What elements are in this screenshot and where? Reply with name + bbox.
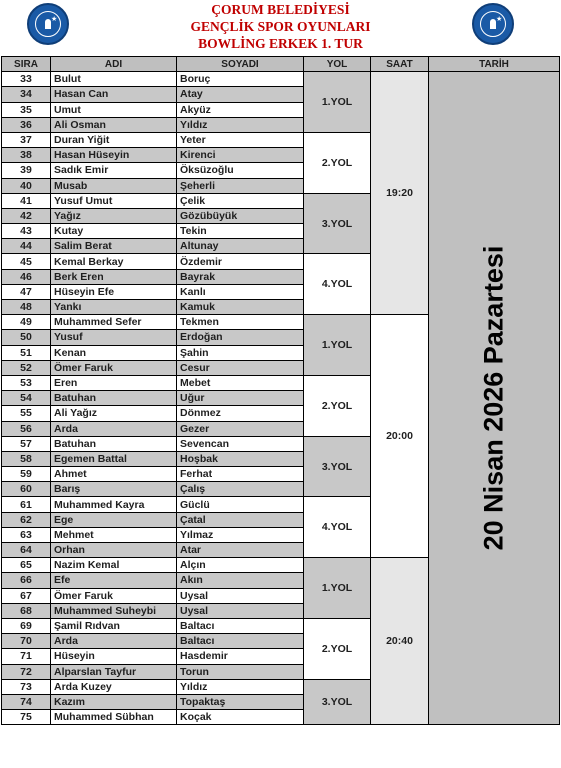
last-name: Altunay	[177, 239, 304, 254]
row-number: 71	[2, 649, 51, 664]
row-number: 73	[2, 679, 51, 694]
first-name: Kazım	[51, 694, 177, 709]
row-number: 35	[2, 102, 51, 117]
schedule-table	[1, 56, 560, 725]
date-text: 20 Nisan 2026 Pazartesi	[478, 245, 509, 551]
row-number: 51	[2, 345, 51, 360]
first-name: Muhammed Sübhan	[51, 710, 177, 725]
first-name: Yusuf	[51, 330, 177, 345]
last-name: Özdemir	[177, 254, 304, 269]
row-number: 66	[2, 573, 51, 588]
first-name: Muhammed Sefer	[51, 315, 177, 330]
last-name: Yılmaz	[177, 527, 304, 542]
row-number: 43	[2, 224, 51, 239]
title-line-3: BOWLİNG ERKEK 1. TUR	[198, 36, 363, 51]
first-name: Kemal Berkay	[51, 254, 177, 269]
row-number: 60	[2, 482, 51, 497]
row-number: 36	[2, 117, 51, 132]
first-name: Kutay	[51, 224, 177, 239]
last-name: Baltacı	[177, 634, 304, 649]
last-name: Atay	[177, 87, 304, 102]
row-number: 33	[2, 72, 51, 87]
row-number: 70	[2, 634, 51, 649]
last-name: Alçın	[177, 558, 304, 573]
last-name: Bayrak	[177, 269, 304, 284]
row-number: 40	[2, 178, 51, 193]
last-name: Gözübüyük	[177, 208, 304, 223]
first-name: Ahmet	[51, 467, 177, 482]
lane-cell: 3.YOL	[304, 436, 371, 497]
first-name: Şamil Rıdvan	[51, 618, 177, 633]
row-number: 65	[2, 558, 51, 573]
row-number: 69	[2, 618, 51, 633]
first-name: Hüseyin Efe	[51, 284, 177, 299]
last-name: Mebet	[177, 375, 304, 390]
row-number: 72	[2, 664, 51, 679]
col-header-sira: SIRA	[2, 57, 51, 72]
row-number: 56	[2, 421, 51, 436]
row-number: 39	[2, 163, 51, 178]
row-number: 57	[2, 436, 51, 451]
first-name: Hasan Hüseyin	[51, 148, 177, 163]
row-number: 68	[2, 603, 51, 618]
row-number: 59	[2, 467, 51, 482]
last-name: Gezer	[177, 421, 304, 436]
last-name: Cesur	[177, 360, 304, 375]
last-name: Topaktaş	[177, 694, 304, 709]
row-number: 47	[2, 284, 51, 299]
last-name: Ferhat	[177, 467, 304, 482]
last-name: Akın	[177, 573, 304, 588]
last-name: Uysal	[177, 603, 304, 618]
first-name: Ali Osman	[51, 117, 177, 132]
last-name: Şeherli	[177, 178, 304, 193]
row-number: 74	[2, 694, 51, 709]
row-number: 38	[2, 148, 51, 163]
row-number: 61	[2, 497, 51, 512]
first-name: Sadık Emir	[51, 163, 177, 178]
row-number: 75	[2, 710, 51, 725]
first-name: Mehmet	[51, 527, 177, 542]
row-number: 50	[2, 330, 51, 345]
row-number: 42	[2, 208, 51, 223]
first-name: Batuhan	[51, 436, 177, 451]
last-name: Akyüz	[177, 102, 304, 117]
first-name: Arda	[51, 421, 177, 436]
last-name: Uysal	[177, 588, 304, 603]
first-name: Ege	[51, 512, 177, 527]
row-number: 41	[2, 193, 51, 208]
lane-cell: 1.YOL	[304, 72, 371, 133]
last-name: Sevencan	[177, 436, 304, 451]
lane-cell: 2.YOL	[304, 618, 371, 679]
row-number: 63	[2, 527, 51, 542]
first-name: Batuhan	[51, 391, 177, 406]
first-name: Ali Yağız	[51, 406, 177, 421]
row-number: 67	[2, 588, 51, 603]
last-name: Dönmez	[177, 406, 304, 421]
col-header-saat: SAAT	[371, 57, 429, 72]
last-name: Güclü	[177, 497, 304, 512]
col-header-soyadi: SOYADI	[177, 57, 304, 72]
municipality-logo-left: ★	[27, 3, 69, 45]
first-name: Egemen Battal	[51, 451, 177, 466]
table-body	[2, 72, 560, 725]
row-number: 45	[2, 254, 51, 269]
last-name: Öksüzoğlu	[177, 163, 304, 178]
row-number: 44	[2, 239, 51, 254]
lane-cell: 2.YOL	[304, 375, 371, 436]
last-name: Hoşbak	[177, 451, 304, 466]
last-name: Yıldız	[177, 679, 304, 694]
last-name: Yıldız	[177, 117, 304, 132]
row-number: 34	[2, 87, 51, 102]
last-name: Tekin	[177, 224, 304, 239]
last-name: Erdoğan	[177, 330, 304, 345]
first-name: Ömer Faruk	[51, 588, 177, 603]
time-cell: 20:40	[371, 558, 429, 725]
row-number: 46	[2, 269, 51, 284]
row-number: 37	[2, 132, 51, 147]
last-name: Baltacı	[177, 618, 304, 633]
last-name: Yeter	[177, 132, 304, 147]
municipality-logo-right: ★	[472, 3, 514, 45]
first-name: Yankı	[51, 300, 177, 315]
first-name: Duran Yiğit	[51, 132, 177, 147]
col-header-tarih: TARİH	[429, 57, 560, 72]
first-name: Nazim Kemal	[51, 558, 177, 573]
last-name: Çelik	[177, 193, 304, 208]
title-line-1: ÇORUM BELEDİYESİ	[211, 2, 350, 17]
first-name: Salim Berat	[51, 239, 177, 254]
first-name: Umut	[51, 102, 177, 117]
lane-cell: 1.YOL	[304, 315, 371, 376]
col-header-adi: ADI	[51, 57, 177, 72]
lane-cell: 1.YOL	[304, 558, 371, 619]
first-name: Bulut	[51, 72, 177, 87]
row-number: 58	[2, 451, 51, 466]
last-name: Kirenci	[177, 148, 304, 163]
col-header-yol: YOL	[304, 57, 371, 72]
last-name: Boruç	[177, 72, 304, 87]
title-line-2: GENÇLİK SPOR OYUNLARI	[190, 19, 371, 34]
lane-cell: 2.YOL	[304, 132, 371, 193]
row-number: 52	[2, 360, 51, 375]
first-name: Yağız	[51, 208, 177, 223]
last-name: Uğur	[177, 391, 304, 406]
row-number: 54	[2, 391, 51, 406]
last-name: Çalış	[177, 482, 304, 497]
last-name: Kanlı	[177, 284, 304, 299]
lane-cell: 4.YOL	[304, 254, 371, 315]
last-name: Torun	[177, 664, 304, 679]
first-name: Ömer Faruk	[51, 360, 177, 375]
row-number: 55	[2, 406, 51, 421]
first-name: Eren	[51, 375, 177, 390]
first-name: Hasan Can	[51, 87, 177, 102]
last-name: Koçak	[177, 710, 304, 725]
table-header-row	[2, 57, 560, 72]
first-name: Efe	[51, 573, 177, 588]
lane-cell: 3.YOL	[304, 193, 371, 254]
date-cell	[429, 72, 560, 725]
row-number: 49	[2, 315, 51, 330]
last-name: Hasdemir	[177, 649, 304, 664]
first-name: Muhammed Suheybi	[51, 603, 177, 618]
row-number: 48	[2, 300, 51, 315]
page-header	[0, 0, 561, 56]
first-name: Yusuf Umut	[51, 193, 177, 208]
first-name: Orhan	[51, 543, 177, 558]
row-number: 64	[2, 543, 51, 558]
first-name: Arda Kuzey	[51, 679, 177, 694]
time-cell: 20:00	[371, 315, 429, 558]
row-number: 62	[2, 512, 51, 527]
table-row	[2, 72, 560, 87]
last-name: Çatal	[177, 512, 304, 527]
first-name: Alparslan Tayfur	[51, 664, 177, 679]
first-name: Kenan	[51, 345, 177, 360]
row-number: 53	[2, 375, 51, 390]
first-name: Arda	[51, 634, 177, 649]
time-cell: 19:20	[371, 72, 429, 315]
last-name: Şahin	[177, 345, 304, 360]
last-name: Atar	[177, 543, 304, 558]
last-name: Kamuk	[177, 300, 304, 315]
lane-cell: 4.YOL	[304, 497, 371, 558]
first-name: Muhammed Kayra	[51, 497, 177, 512]
first-name: Hüseyin	[51, 649, 177, 664]
first-name: Barış	[51, 482, 177, 497]
last-name: Tekmen	[177, 315, 304, 330]
first-name: Berk Eren	[51, 269, 177, 284]
first-name: Musab	[51, 178, 177, 193]
lane-cell: 3.YOL	[304, 679, 371, 725]
